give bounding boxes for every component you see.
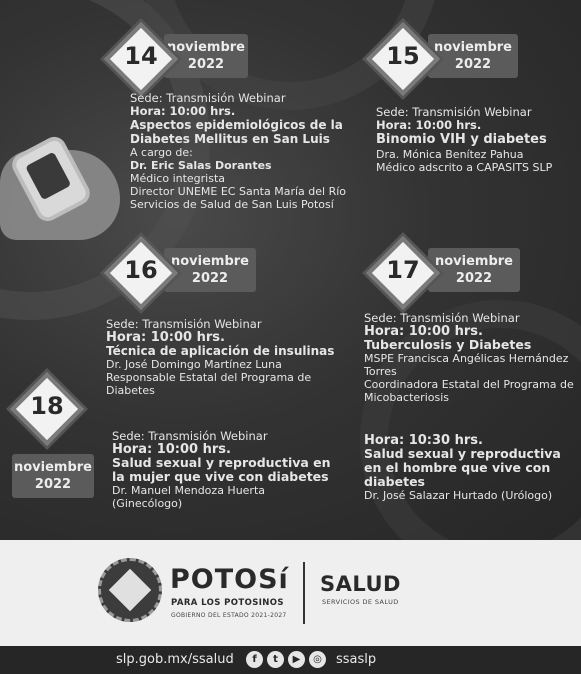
event-15: Sede: Transmisión Webinar Hora: 10:00 hrs. Binomio VIH y diabetes Dra. Mónica Benítez Pahua Médico adscrito a CAPASITS SLP [376,105,553,174]
logo-divider [303,562,305,624]
potosi-logo-text: POTOSí [170,564,289,595]
day-number: 17 [386,256,420,284]
social-icons [246,651,326,668]
month-label: noviembre 2022 [164,248,256,292]
day-number: 16 [124,256,158,284]
salud-subtitle: SERVICIOS DE SALUD [322,598,399,606]
month-label: noviembre 2022 [164,34,248,78]
instagram-icon[interactable]: ◎ [309,651,326,668]
government-seal-logo [98,558,162,622]
day-number: 14 [124,42,158,70]
social-handle[interactable]: ssaslp [336,652,377,667]
salud-logo-text: SALUD [320,572,401,596]
event-14: Sede: Transmisión Webinar Hora: 10:00 hrs. Aspectos epidemiológicos de la Diabetes Mellitus en San Luis A cargo de: Dr. Eric Salas Dorantes Médico integrista Director UNEME EC Santa María del Río Servicios de Salud de San Luis Potosí [130,91,347,211]
contact-bar [0,646,581,674]
website-link[interactable]: slp.gob.mx/ssalud [116,652,234,667]
facebook-icon[interactable]: f [246,651,263,668]
month-label: noviembre 2022 [12,454,94,498]
government-term: GOBIERNO DEL ESTADO 2021-2027 [171,612,287,619]
event-17: Sede: Transmisión Webinar Hora: 10:00 hrs. Tuberculosis y Diabetes MSPE Francisca Angélicas Hernández Torres Coordinadora Estatal del Programa de Micobacteriosis [364,311,574,404]
event-18-men: Hora: 10:30 hrs. Salud sexual y reproductiva en el hombre que vive con diabetes Dr. José Salazar Hurtado (Urólogo) [364,433,561,502]
month-label: noviembre 2022 [428,248,520,292]
twitter-icon[interactable]: t [267,651,284,668]
month-label: noviembre 2022 [428,34,518,78]
day-number: 18 [30,392,64,420]
day-number: 15 [386,42,420,70]
event-16: Sede: Transmisión Webinar Hora: 10:00 hrs. Técnica de aplicación de insulinas Dr. José Domingo Martínez Luna Responsable Estatal del Programa de Diabetes [106,317,335,397]
youtube-icon[interactable]: ▶ [288,651,305,668]
event-18-women: Sede: Transmisión Webinar Hora: 10:00 hrs. Salud sexual y reproductiva en la mujer que vive con diabetes Dr. Manuel Mendoza Huerta (Ginecólogo) [112,429,331,510]
sponsor-footer [0,540,581,646]
potosi-tagline: PARA LOS POTOSINOS [171,598,284,608]
